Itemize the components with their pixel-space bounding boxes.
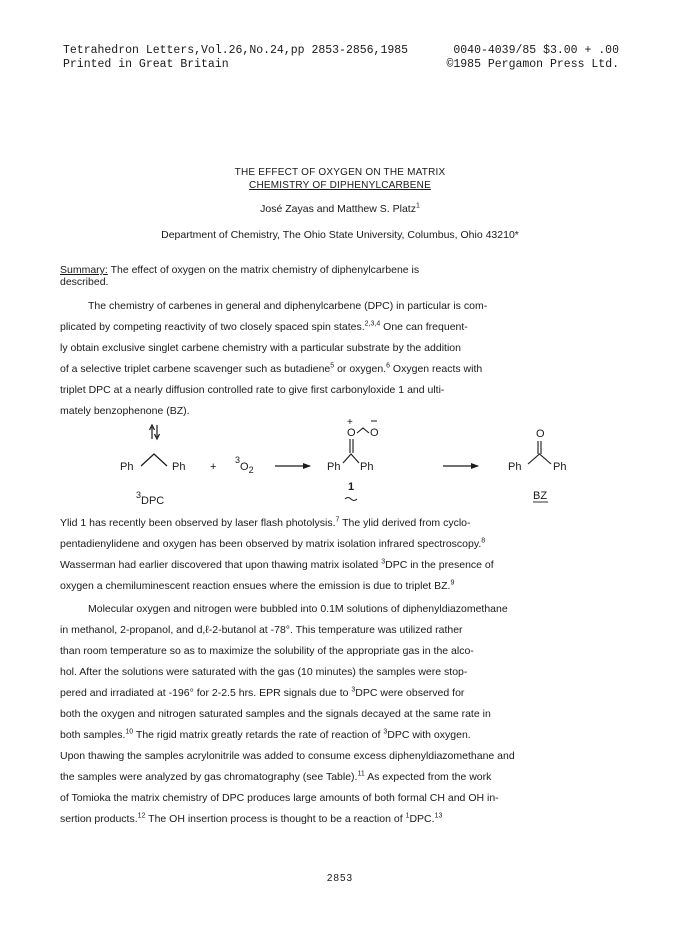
affiliation: Department of Chemistry, The Ohio State University, Columbus, Ohio 43210* xyxy=(161,229,519,241)
reaction-arrow-1 xyxy=(275,463,311,469)
paragraph-intro xyxy=(60,296,620,422)
summary xyxy=(60,264,620,288)
title-line-1: THE EFFECT OF OXYGEN ON THE MATRIX xyxy=(234,167,446,178)
text-line: plicated by competing reactivity of two closely spaced spin states.$^{2,3,4}$ One can frequent- xyxy=(60,320,468,333)
text-line: triplet DPC at a nearly diffusion controlled rate to give first carbonyloxide 1 and ulti- xyxy=(60,384,445,396)
text-line: of Tomioka the matrix chemistry of DPC produces large amounts of both formal CH and OH in- xyxy=(60,792,499,804)
author-footnote-ref: 1 xyxy=(415,202,420,210)
dpc-label: $^3$DPC xyxy=(136,490,165,507)
plus-sign: + xyxy=(210,461,217,473)
text-line: The chemistry of carbenes in general and diphenylcarbene (DPC) in particular is com- xyxy=(88,300,488,312)
journal-header xyxy=(63,44,619,71)
article-title xyxy=(0,166,680,192)
copyright: ©1985 Pergamon Press Ltd. xyxy=(446,57,619,71)
phenyl-label: Ph xyxy=(120,461,134,473)
compound-number: 1 xyxy=(348,481,355,493)
text-line: both the oxygen and nitrogen saturated samples and the signals decayed at the same rate in xyxy=(60,708,491,720)
oxide-oxygen: O xyxy=(370,427,379,439)
carbonyl-oxide-structure xyxy=(327,417,379,501)
author-names: José Zayas and Matthew S. Platz xyxy=(260,203,416,215)
text-line: sertion products.$^{12}$ The OH insertion process is thought to be a reaction of $^1$DPC.$^{13}$ xyxy=(60,812,443,825)
diphenylcarbene-structure xyxy=(120,454,185,473)
benzophenone-label: BZ xyxy=(533,490,548,502)
text-line: ly obtain exclusive singlet carbene chemistry with a particular substrate by the addition xyxy=(60,342,461,354)
printed-in: Printed in Great Britain xyxy=(63,57,229,71)
text-line: the samples were analyzed by gas chromatography (see Table).$^{11}$ As expected from the work xyxy=(60,770,492,783)
reaction-arrow-2 xyxy=(443,463,479,469)
text-line: Upon thawing the samples acrylonitrile was added to consume excess diphenyldiazomethane and xyxy=(60,750,515,762)
summary-text-2: described. xyxy=(60,276,109,288)
oxide-oxygen: O xyxy=(347,427,356,439)
paragraph-ylid xyxy=(60,513,620,597)
phenyl-label: Ph xyxy=(508,461,522,473)
text-line: Wasserman had earlier discovered that upon thawing matrix isolated $^3$DPC in the presence of xyxy=(60,558,494,571)
text-line: Ylid 1 has recently been observed by laser flash photolysis.$^7$ The ylid derived from cyclo- xyxy=(60,516,471,529)
paragraph-experiment xyxy=(60,599,620,830)
authors xyxy=(0,203,680,215)
text-line: oxygen a chemiluminescent reaction ensues where the emission is due to triplet BZ.$^9$ xyxy=(60,579,455,592)
issn-price: 0040-4039/85 $3.00 + .00 xyxy=(453,44,619,57)
text-line: of a selective triplet carbene scavenger such as butadiene$^5$ or oxygen.$^6$ Oxygen reacts with xyxy=(60,362,483,375)
text-line: both samples.$^{10}$ The rigid matrix greatly retards the rate of reaction of $^3$DPC with oxygen. xyxy=(60,728,471,741)
phenyl-label: Ph xyxy=(172,461,186,473)
text-line: pered and irradiated at -196° for 2-2.5 hrs. EPR signals due to $^3$DPC were observed for xyxy=(60,686,465,699)
text-line: pentadienylidene and oxygen has been observed by matrix isolation infrared spectroscopy.$^8$ xyxy=(60,537,486,550)
title-line-2: CHEMISTRY OF DIPHENYLCARBENE xyxy=(249,180,431,191)
text-line: in methanol, 2-propanol, and d,ℓ-2-butanol at -78°. This temperature was utilized rather xyxy=(60,624,463,636)
benzophenone-structure xyxy=(508,428,566,502)
carbonyl-oxygen: O xyxy=(536,428,545,440)
phenyl-label: Ph xyxy=(553,461,567,473)
page-number: 2853 xyxy=(326,873,354,884)
summary-label: Summary: xyxy=(60,264,108,276)
reaction-scheme xyxy=(60,408,620,513)
text-line: mately benzophenone (BZ). xyxy=(60,405,190,417)
text-line: Molecular oxygen and nitrogen were bubbled into 0.1M solutions of diphenyldiazomethane xyxy=(88,603,508,615)
text-line: hol. After the solutions were saturated with the gas (10 minutes) the samples were stop- xyxy=(60,666,468,678)
text-line: than room temperature so as to maximize the solubility of the appropriate gas in the alco- xyxy=(60,645,474,657)
triplet-oxygen-label: $^3O_2$ xyxy=(235,455,254,475)
journal-citation: Tetrahedron Letters,Vol.26,No.24,pp 2853-2856,1985 xyxy=(63,44,409,57)
positive-charge: + xyxy=(347,417,353,428)
summary-text-1: The effect of oxygen on the matrix chemistry of diphenylcarbene is xyxy=(107,264,420,276)
triplet-spin-arrows xyxy=(150,425,160,439)
phenyl-label: Ph xyxy=(327,461,341,473)
phenyl-label: Ph xyxy=(360,461,374,473)
